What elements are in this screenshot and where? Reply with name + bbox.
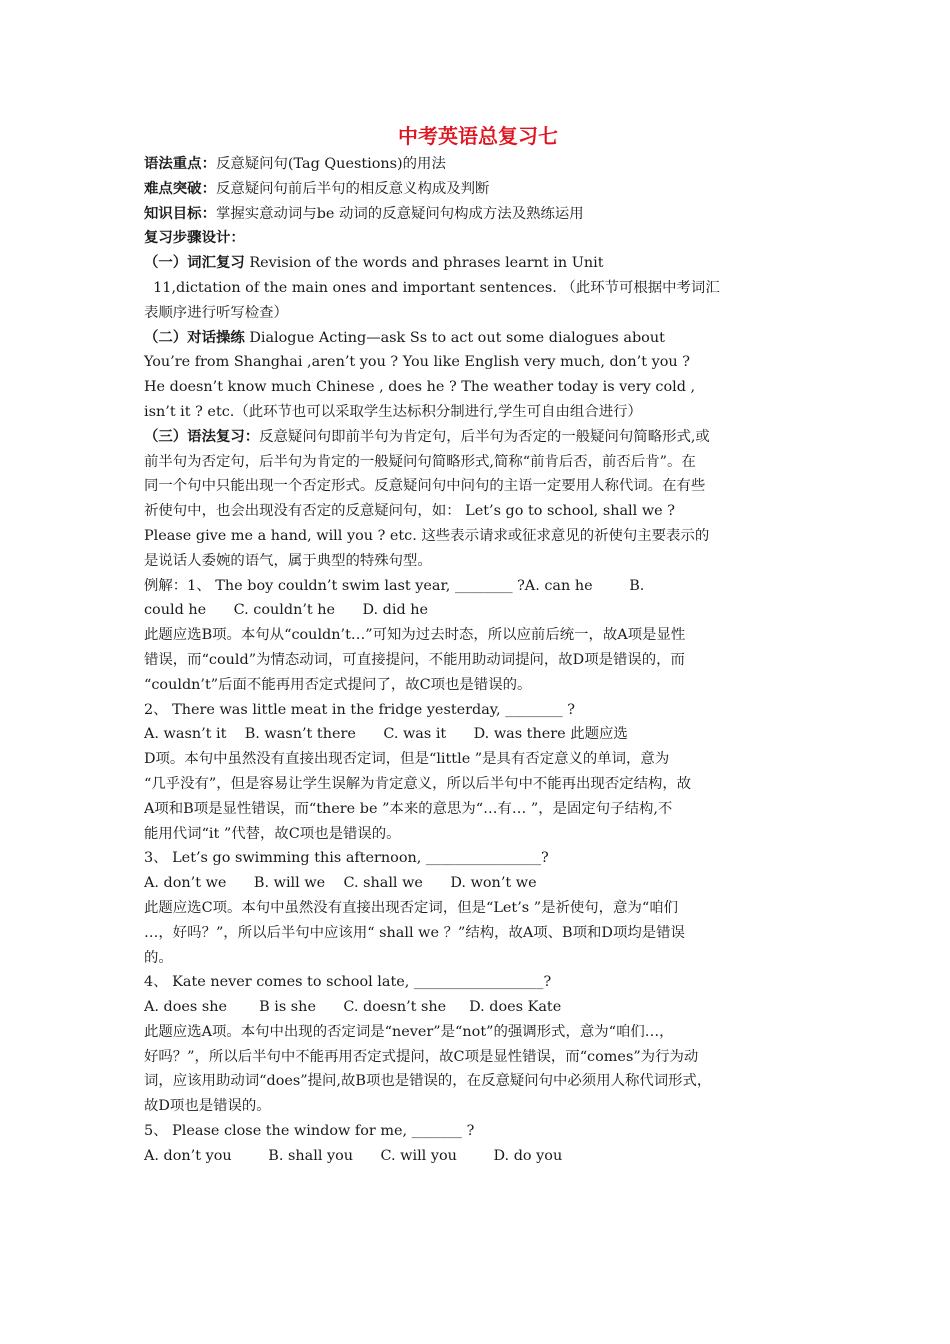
section-dialogue	[144, 326, 812, 351]
example-line: “几乎没有”，但是容易让学生误解为肯定意义，所以后半句中不能再出现否定结构，故	[144, 775, 692, 792]
goal-label: 知识目标：	[144, 205, 216, 222]
document-page	[144, 120, 812, 1169]
grammar-focus	[144, 152, 812, 177]
example-line: 此题应选A项。本句中出现的否定词是“never”是“not”的强调形式，意为“咱们…，	[144, 1023, 674, 1040]
example-line: 能用代词“it ”代替，故C项也是错误的。	[144, 825, 401, 842]
section-grammar	[144, 425, 812, 450]
example-line: 的。	[144, 949, 173, 966]
example-line: 故D项也是错误的。	[144, 1098, 271, 1115]
section-grammar-line: 祈使句中，也会出现没有否定的反意疑问句，如： Let’s go to school, shall we ?	[144, 503, 675, 520]
example-line: A. don’t we B. will we C. shall we D. won’t we	[144, 875, 537, 892]
example-line: A项和B项是显性错误，而“there be ”本来的意思为“…有… ”，是固定句子结构,不	[144, 800, 673, 817]
example-line: 5、 Please close the window for me, _______ ?	[144, 1123, 475, 1140]
difficulty-text: 反意疑问句前后半句的相反意义构成及判断	[215, 180, 490, 197]
section-grammar-line: Please give me a hand, will you ? etc. 这些表示请求或征求意见的祈使句主要表示的	[144, 527, 710, 544]
example-line: “couldn’t”后面不能再用否定式提问了，故C项也是错误的。	[144, 676, 532, 693]
example-line: 4、 Kate never comes to school late, __________________?	[144, 974, 552, 991]
section-vocabulary-label: （一）词汇复习	[144, 255, 245, 272]
difficulty-focus	[144, 177, 812, 202]
knowledge-goal	[144, 202, 812, 227]
example-2	[144, 698, 812, 847]
example-line: 词，应该用助动词“does”提问,故B项也是错误的，在反意疑问句中必须用人称代词形式，	[144, 1073, 712, 1090]
section-grammar-line: 前半句为否定句，后半句为肯定的一般疑问句简略形式,简称“前肯后否，前否后肯”。在	[144, 453, 696, 470]
example-line: could he C. couldn’t he D. did he	[144, 602, 429, 619]
goal-text: 掌握实意动词与be 动词的反意疑问句构成方法及熟练运用	[215, 205, 584, 222]
difficulty-label: 难点突破：	[144, 180, 216, 197]
section-grammar-line: 是说话人委婉的语气，属于典型的特殊句型。	[144, 552, 432, 569]
section-grammar-label: （三）语法复习：	[144, 428, 260, 445]
section-dialogue-text: Dialogue Acting—ask Ss to act out some dialogues about	[244, 329, 665, 346]
page-title: 中考英语总复习七	[398, 124, 558, 148]
example-4	[144, 970, 812, 1119]
review-steps-heading: 复习步骤设计：	[144, 230, 245, 247]
example-line: A. does she B is she C. doesn’t she D. does Kate	[144, 999, 562, 1016]
example-line: A. wasn’t it B. wasn’t there C. was it D. was there 此题应选	[144, 726, 628, 743]
grammar-focus-label: 语法重点：	[144, 156, 216, 172]
section-vocabulary-line: 表顺序进行听写检查）	[144, 304, 288, 321]
example-line: 错误，而“could”为情态动词，可直接提问，不能用助动词提问，故D项是错误的，而	[144, 651, 685, 668]
section-dialogue-line: isn’t it ? etc.（此环节也可以采取学生达标积分制进行,学生可自由组合进行）	[144, 403, 642, 420]
section-grammar-text: 反意疑问句即前半句为肯定句，后半句为否定的一般疑问句简略形式,或	[259, 428, 710, 445]
section-dialogue-label: （二）对话操练	[144, 329, 245, 346]
example-line: 好吗？”，所以后半句中不能再用否定式提问，故C项是显性错误，而“comes”为行为动	[144, 1048, 699, 1065]
section-vocabulary	[144, 251, 812, 276]
example-line: A. don’t you B. shall you C. will you D. do you	[144, 1147, 563, 1164]
section-dialogue-line: He doesn’t know much Chinese , does he ? The weather today is very cold ,	[144, 379, 696, 396]
example-line: …，好吗？”，所以后半句中应该用“ shall we ？”结构，故A项、B项和D项均是错误	[144, 924, 685, 941]
example-line: D项。本句中虽然没有直接出现否定词，但是“little ”是具有否定意义的单词，意为	[144, 751, 670, 768]
example-line: 此题应选B项。本句从“couldn’t…”可知为过去时态，所以应前后统一，故A项是显性	[144, 627, 686, 644]
section-dialogue-line: You’re from Shanghai ,aren’t you ? You like English very much, don’t you ?	[144, 354, 690, 371]
example-line: 此题应选C项。本句中虽然没有直接出现否定词，但是“Let’s ”是祈使句，意为“咱们	[144, 899, 678, 916]
example-1	[144, 574, 812, 698]
example-line: 2、 There was little meat in the fridge yesterday, ________ ?	[144, 701, 576, 718]
section-vocabulary-text: Revision of the words and phrases learnt in Unit	[244, 255, 604, 272]
section-vocabulary-line: 11,dictation of the main ones and important sentences. （此环节可根据中考词汇	[144, 279, 720, 296]
example-line: 3、 Let’s go swimming this afternoon, ________________?	[144, 850, 549, 867]
grammar-focus-text: 反意疑问句(Tag Questions)的用法	[215, 156, 446, 172]
example-3	[144, 846, 812, 970]
section-grammar-line: 同一个句中只能出现一个否定形式。反意疑问句中问句的主语一定要用人称代词。在有些	[144, 478, 706, 495]
example-5	[144, 1119, 812, 1169]
example-line: 例解：1、 The boy couldn’t swim last year, ________ ?A. can he B.	[144, 577, 645, 594]
